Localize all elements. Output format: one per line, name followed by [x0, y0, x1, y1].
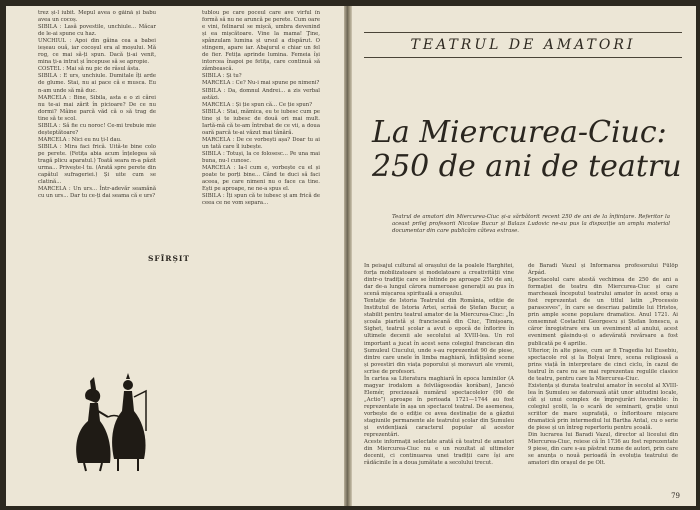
right-page: [352, 6, 696, 506]
paragraph: Aceste informații selectate arată că teatrul de amatori din Miercurea-Ciuc nu e un rezultat al ultimelor decenii, ci continuarea unei tradiții care își are rădăcinile în a doua jumătate a secolului trecut.: [364, 439, 514, 467]
left-page-column-1: [38, 10, 156, 272]
article-headline: [372, 116, 682, 184]
paragraph: trez și-l iubit. Mepul avea o găină și babu avea un cocoș.: [38, 10, 156, 24]
paragraph: Existența și durata teatrului amator în secolul al XVIII-lea în Șumuleu se datorează atât unor atitudini locale, cât și unui complex de împrejurări favorabile: în colegiul școlii, la o scară de seminarii, grație unui scriitor de mare suprafață, o înfloritoare mișcare dramatică prin intermediul lui Bartha Antal, cu o serie de piese și un întreg repertoriu pentru școală.: [528, 382, 678, 432]
paragraph: COSTEL : Mai să nu pic de râsul ăsta.: [38, 66, 141, 73]
paragraph: MARCELA : Și ție spun că... Ce ție spun?: [202, 101, 313, 108]
headline-line-2: 250 de ani de teatru: [372, 149, 682, 184]
paragraph: În cartea sa Literatura maghiară în epoca luminilor (A magyar irodalom a felvilágosodás korában), Jancsó Elemér, precizează numărul spectacolelor (90 de „Actio”) aproape în perioada 1721—1744 au fost reprezentate în așa un spectacol teatral. De asemenea, vorbește de o ediție ce avea destinație de a găzdui stagiunile permanente ale teatrului școlar din Șumuleu și evidențiază caracterul popular al acestor reprezentări.: [364, 375, 514, 439]
article-intro: Teatrul de amatori din Miercurea-Ciuc și-a sărbătorit recent 250 de ani de la înființare. Referitor la aceast prilej profesorii Nicolae Bucur și Balazs Ludovic ne-au pus la dispoziție un amplu material documentar din care publicăm câteva extrase.: [392, 214, 670, 235]
two-figures-illustration-icon: [72, 371, 152, 476]
page-number: 79: [671, 492, 680, 500]
paragraph: SIBILA : Îți spun că te iubesc și am frică de ceea ce ne vom separa...: [202, 193, 320, 207]
paragraph: Spectacolul care atestă vechimea de 250 de ani a formației de teatru din Miercurea-Ciuc și care marchează începutul teatrului amator în acest oraș a fost reprezentat de un titlul latin „Processio parasceves”, în care se descriau patimile lui Hristos, prin ample scene populare dramatice. Anul 1721. Ai consemnat Costachii Georgescu și Ștefan Ionescu, a căror înregistrare era un eveniment al anului, acest eveniment găsindu-și o adevărată revărsare a fost publicată pe 4 aprilie.: [528, 277, 678, 347]
paragraph: MARCELA : Ia-l cum e, vorbește cu el și poate te porți bine... Când te duci să faci aceea, pe care nimeni nu o face ca tine. Ești pe aproape, ne ne-a spus el.: [202, 165, 320, 193]
book-gutter: [344, 6, 352, 506]
paragraph: Ulterior, în alte piese, cum ar fi Tragedia lui Eusebiu, spectacole rol și la Bolyai Imre, scena religioasă a prins viață în interpretare de cinci ciclu, în cazul de teatrul în care nu se mai reprezentau regulile clasice de teatru, pentru care la Miercurea-Ciuc.: [528, 347, 678, 382]
headline-line-1: La Miercurea-Ciuc:: [372, 115, 667, 150]
paragraph: UNCHIUL : Apoi din găina cea a babei ieșeau ouă, iar cocoșul era al moșului. Mă rog, ce mai să-ți spun. Dacă ți-ai venit, mina ți-a intrat și începuse să se apropie.: [38, 38, 156, 66]
paragraph: MARCELA : Un urs... Într-adevăr seamănă cu un urs... Dar tu ce-ți dai seama că e urs?: [38, 186, 156, 200]
paragraph: tublou pe care poceul care ave virful în formă să nu ne aruncă pe perete. Cum oare e vini, felinarul se mișcă, umbra devenind și ea mișcătoare. Vine la mama! Ţine, spânzulam lumina și ursul a dispărut. O stingem, apare iar. Abajurul e chiar un fel de fier. Fetița aprinde lumina. Femeia își intorcea înapoi pe fetița, care continuă să zâmbească.: [202, 10, 320, 73]
right-page-column-1: [364, 263, 514, 501]
section-banner-title: TEATRUL DE AMATORI: [410, 37, 636, 53]
paragraph: SIBILA : Totuși, la ce folosesc... Pe una mai buna, nu-l cunosc.: [202, 150, 320, 164]
paragraph: SIBILA : Să fie cu noroc! Ce-mi trebuie mie deșteptătoare?: [38, 122, 156, 136]
paragraph: SIBILA : Și tu?: [202, 73, 242, 80]
paragraph: Tentație de Istoria Teatrului din România, ediție de Institutul de Istoria Artei, scrisă de Ștefan Bucur, a stabilit pentru teatrul amator de la Miercurea-Ciuc: „În școala piaristă și franciscană din Ciuc, Timișoara, Sighet, teatrul școlar a avut o epocă de înflorire în ultimele decenii ale secolului al XVIII-lea. Un rol important a jucat în acest sens colegiul franciscan din Șumuleul Ciucului, unde s-au reprezentat 90 de piese, dintre care unele în limba maghiară, înfățișând scene și povestiri din viața poporului și moravuri ale vremii, scrise de profesori.: [364, 298, 514, 375]
end-mark: SFÎRȘIT: [148, 254, 190, 263]
right-page-column-2: [528, 263, 678, 489]
paragraph: MARCELA : Ce? Nu-i mai spune pe nimeni?: [202, 80, 320, 87]
paragraph: SIBILA : Stai, mămica, eu te iubesc cum pe tine și te iubesc de două ori mai mult. Iartă-mă că te-am întrebat de ce vii, a doua oară parcă te-ai văzut mai tânără.: [202, 108, 320, 136]
left-page: [6, 6, 344, 506]
paragraph: SIBILA : Lasă povestile, unchiule... Măcar de le-ai spune cu haz.: [38, 24, 156, 38]
paragraph: de Baradi Vazul și Informarea profesorului Fülöp Árpád.: [528, 263, 678, 277]
paragraph: MARCELA : Nici eu nu ți-l dau.: [38, 136, 122, 143]
paragraph: MARCELA : De ce vorbești așa? Doar tu ai un tată care îl iubește.: [202, 136, 320, 150]
paragraph: SIBILA : Da, domnul Andrei... a zis verbal astăzi.: [202, 87, 320, 101]
paragraph: SIBILA : Mira faci frică. Uită-te bine colo pe perete. (Fetița abia acum înțelegea să tragă plicu aparatul.) Toată seara m-a păzit urma... Privește-l tu. (Arată spre perete din capătul sufrageriei.) Și uite cum se clatină...: [38, 143, 156, 186]
paragraph: MARCELA : Bine, Sibila, asta e o zi cărei nu te-ai mai zărit în picioare? De ce nu dormi? Mâine parcă văd că o să trag de tine să te scol.: [38, 94, 156, 122]
paragraph: În peisajul cultural al orașului de la poalele Harghitei, forța mobilizatoare și modelatoare a creativității vine dintr-o tradiție care se întinde pe aproape 250 de ani, dar de-a lungul cărora numeroase generații au pus în scenă mișcarea spirituală a orașului.: [364, 263, 514, 298]
paragraph: Din lucrarea lui Baradi Vazul, director al liceului din Miercurea-Ciuc, reiese că în 1736 au fost reprezentate 9 piese, din care s-au păstrat nume de autori, prin care se anunța o nouă perioadă în evoluția teatrului de amatori din orașul de pe Olt.: [528, 432, 678, 467]
section-banner: [364, 32, 682, 58]
paragraph: SIBILA : E urs, unchiule. Dumitale îți arde de glume. Stai, nu ai pace că e musca. Eu n-am unde să mă duc.: [38, 73, 156, 94]
left-page-column-2: [202, 10, 320, 272]
